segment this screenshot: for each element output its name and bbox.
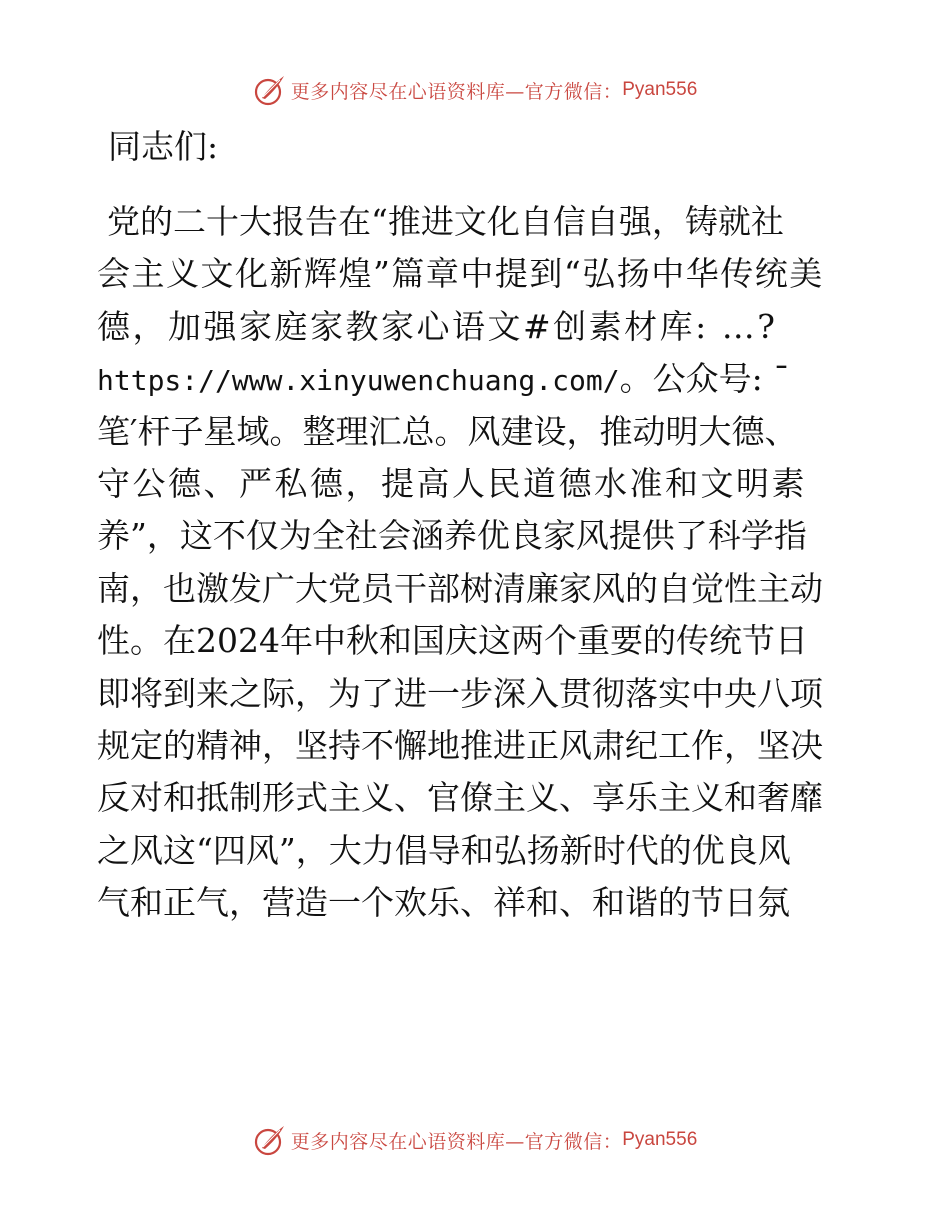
body-line: 规定的精神，坚持不懈地推进正风肃纪工作，坚决 [97, 725, 823, 765]
header-banner [0, 72, 950, 108]
body-line: 反对和抵制形式主义、官僚主义、享乐主义和奢靡 [97, 778, 823, 818]
body-line: 党的二十大报告在“推进文化自信自强，铸就社 [107, 202, 784, 241]
body-line: 即将到来之际，为了进一步深入贯彻落实中央八项 [97, 673, 823, 713]
body-line: 性。在2024年中秋和国庆这两个重要的传统节日 [97, 621, 808, 661]
body-line: 之风这“四风”，大力倡导和弘扬新时代的优良风 [97, 830, 791, 870]
footer-banner-text: 更多内容尽在心语资料库—官方微信： [290, 1130, 623, 1153]
body-line: 南，也激发广大党员干部树清廉家风的自觉性主动 [97, 568, 823, 608]
greeting: 同志们: [108, 127, 219, 166]
body-line: 德，加强家庭家教家心语文#创素材库: …? [97, 306, 778, 346]
footer-banner-id: Pyan556 [622, 1129, 698, 1150]
feather-pen-icon [253, 73, 287, 107]
body-line: 守公德、严私德，提高人民道德水准和文明素 [97, 463, 807, 503]
body-line-url [97, 353, 857, 405]
header-banner-text: 更多内容尽在心语资料库—官方微信： [290, 80, 623, 103]
body-line: 养”，这不仅为全社会涵养优良家风提供了科学指 [97, 516, 807, 556]
url-text: https://www.xinyuwenchuang.com/ [97, 364, 620, 398]
header-banner-id: Pyan556 [622, 79, 698, 100]
footer-banner [0, 1122, 950, 1158]
public-account-text: 。公众号: ¯ [619, 359, 790, 399]
feather-pen-icon [253, 1123, 287, 1157]
document-body [97, 196, 857, 929]
body-line: 笔′杆子星域。整理汇总。风建设，推动明大德、 [97, 411, 798, 451]
body-line: 会主义文化新辉煌”篇章中提到“弘扬中华传统美 [97, 254, 824, 294]
body-line: 气和正气，营造一个欢乐、祥和、和谐的节日氛 [97, 883, 790, 923]
